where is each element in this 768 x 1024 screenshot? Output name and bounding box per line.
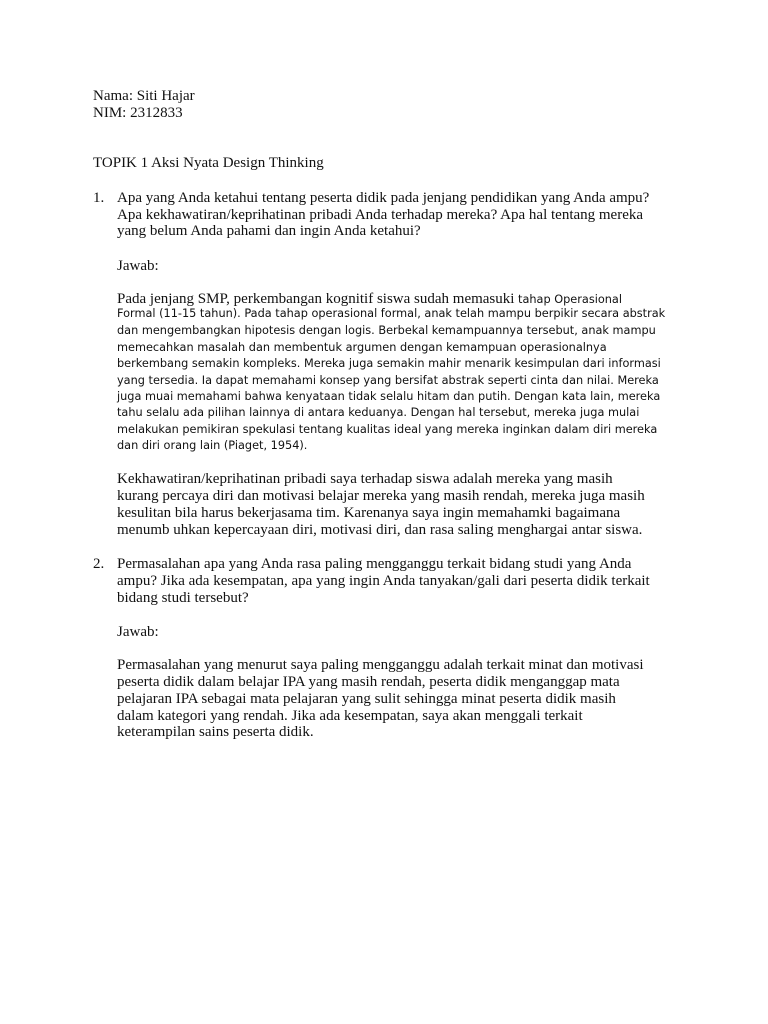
answer-1-para1-line: tahu selalu ada pilihan lainnya di antara keduanya. Dengan hal tersebut, mereka juga mulai <box>117 406 640 419</box>
question-2-line: bidang studi tersebut? <box>117 590 249 606</box>
answer-1-para1-line: Formal (11-15 tahun). Pada tahap operasional formal, anak telah mampu berpikir secara abstrak <box>117 307 666 320</box>
question-1-number: 1. <box>93 190 105 206</box>
student-nim: NIM: 2312833 <box>93 105 183 121</box>
student-name: Nama: Siti Hajar <box>93 88 195 104</box>
topic-title: TOPIK 1 Aksi Nyata Design Thinking <box>93 155 324 171</box>
answer-2-line: pelajaran IPA sebagai mata pelajaran yang sulit sehingga minat peserta didik masih <box>117 691 616 707</box>
answer-1-para2-line: Kekhawatiran/keprihatinan pribadi saya terhadap siswa adalah mereka yang masih <box>117 471 613 487</box>
question-1-line: Apa yang Anda ketahui tentang peserta didik pada jenjang pendidikan yang Anda ampu? <box>117 190 650 206</box>
answer-1-para1-line: juga muai memahami bahwa kenyataan tidak selalu hitam dan putih. Dengan kata lain, mereka <box>117 390 661 403</box>
answer-1-para1-line: melakukan pemikiran spekulasi tentang kualitas ideal yang mereka inginkan dalam diri mereka <box>117 423 658 436</box>
answer-1-para1-line: dan mengembangkan hipotesis dengan logis. Berbekal kemampuannya tersebut, anak mampu <box>117 324 656 337</box>
answer-1-para2-line: kesulitan bila harus bekerjasama tim. Karenanya saya ingin memahamki bagaimana <box>117 505 621 521</box>
question-2-line: ampu? Jika ada kesempatan, apa yang ingin Anda tanyakan/gali dari peserta didik terkait <box>117 573 650 589</box>
answer-2-line: dalam kategori yang rendah. Jika ada kesempatan, saya akan menggali terkait <box>117 708 583 724</box>
answer-1-para2-line: kurang percaya diri dan motivasi belajar mereka yang masih rendah, mereka juga masih <box>117 488 645 504</box>
answer-1-label: Jawab: <box>117 258 159 274</box>
answer-2-line: keterampilan sains peserta didik. <box>117 724 314 740</box>
answer-1-para1-line: memecahkan masalah dan membentuk argumen dengan kemampuan operasionalnya <box>117 341 607 354</box>
answer-2-line: Permasalahan yang menurut saya paling mengganggu adalah terkait minat dan motivasi <box>117 657 644 673</box>
answer-1-para1-serif-part: Pada jenjang SMP, perkembangan kognitif siswa sudah memasuki <box>117 291 515 307</box>
question-1-line: Apa kekhawatiran/keprihatinan pribadi Anda terhadap mereka? Apa hal tentang mereka <box>117 207 644 223</box>
answer-2-label: Jawab: <box>117 624 159 640</box>
answer-1-para1-line: yang tersedia. Ia dapat memahami konsep yang bersifat abstrak seperti cinta dan nilai. Mereka <box>117 374 659 387</box>
question-1-line: yang belum Anda pahami dan ingin Anda ketahui? <box>117 223 421 239</box>
answer-1-para1-line: berkembang semakin kompleks. Mereka juga semakin mahir menarik kesimpulan dari informasi <box>117 357 661 370</box>
answer-1-para1-sans-part: tahap Operasional <box>514 293 622 306</box>
question-2-number: 2. <box>93 556 105 572</box>
answer-1-para1-line: dan diri orang lain (Piaget, 1954). <box>117 439 308 452</box>
question-2-line: Permasalahan apa yang Anda rasa paling mengganggu terkait bidang studi yang Anda <box>117 556 632 572</box>
answer-1-para2-line: menumb uhkan kepercayaan diri, motivasi diri, dan rasa saling menghargai antar siswa. <box>117 522 643 538</box>
answer-2-line: peserta didik dalam belajar IPA yang masih rendah, peserta didik menganggap mata <box>117 674 620 690</box>
